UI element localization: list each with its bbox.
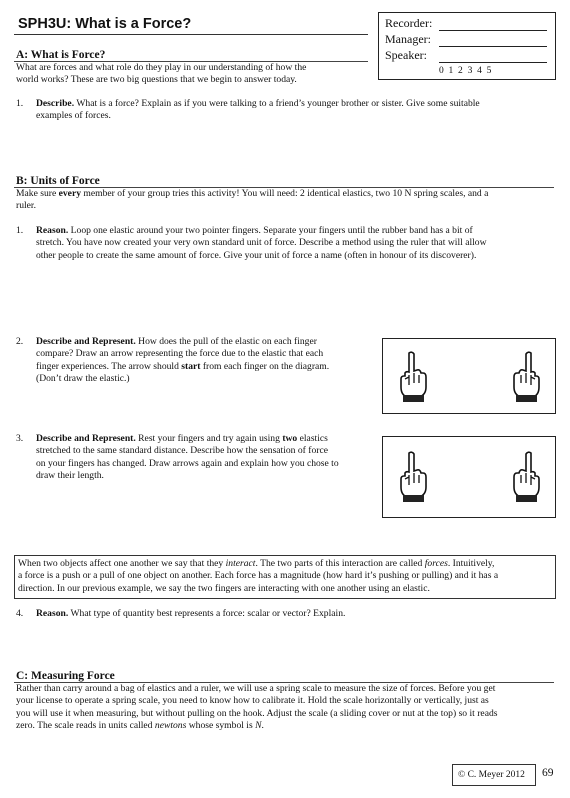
section-a-heading: A: What is Force? (16, 49, 106, 61)
info-text: When two objects affect one another we say that they (18, 558, 226, 569)
section-c-text (16, 683, 546, 733)
info-term: forces (424, 558, 448, 569)
question-text: on your fingers has changed. Draw arrows again and explain how you chose to (36, 457, 339, 469)
section-c-heading: C: Measuring Force (16, 670, 115, 682)
question-text: How does the pull of the elastic on each finger (138, 336, 317, 347)
question-text: What is a force? Explain as if you were talking to a friend’s younger brother or sister. Give some suitable (76, 98, 480, 109)
question-text: examples of forces. (36, 110, 111, 122)
copyright-text: © C. Meyer 2012 (458, 770, 525, 780)
info-text: a force is a push or a pull of one object on another. Each force has a magnitude (how hard it’s pushing or pulling) and it has a (18, 570, 499, 582)
title-underline (14, 34, 368, 35)
finger-diagram-2[interactable] (382, 436, 556, 518)
info-box (14, 555, 556, 599)
pointing-hand-icon (511, 451, 543, 503)
role-manager-label: Manager: (385, 32, 431, 46)
info-text: direction. In our previous example, we say the two fingers are interacting with one another using an elastic. (18, 582, 430, 594)
question-label: Describe and Represent. (36, 433, 136, 444)
info-text: . The two parts of this interaction are called (255, 558, 425, 569)
page-title: SPH3U: What is a Force? (18, 16, 192, 32)
section-a-intro-line: What are forces and what role do they play in our understanding of how the (16, 62, 307, 73)
question-number: 3. (16, 433, 24, 444)
finger-diagram-1[interactable] (382, 338, 556, 414)
section-c-line: you will use it when measuring, but without pulling on the hook. Adjust the scale (a sliding cover or nut at the top) so it reads (16, 707, 498, 719)
question-label: Describe. (36, 98, 75, 109)
pointing-hand-icon (397, 351, 429, 403)
role-speaker-label: Speaker: (385, 48, 427, 62)
question-text: elastics (297, 433, 328, 444)
unit-term: newtons (154, 720, 187, 732)
question-text: other people to create the same amount of force. Give your unit of force a name (often in honour of its discoverer). (36, 249, 477, 261)
role-manager-field[interactable] (439, 46, 547, 47)
intro-text: ruler. (16, 200, 36, 212)
question-text: stretched to the same standard distance. Describe how the sensation of force (36, 445, 328, 457)
question-number: 4. (16, 608, 24, 619)
question-text: finger experiences. The arrow should (36, 360, 182, 372)
question-text: Loop one elastic around your two pointer fingers. Separate your fingers until the rubber band has a bit of (70, 225, 473, 236)
question-text: compare? Draw an arrow representing the force due to the elastic that each (36, 348, 324, 360)
section-c-line: your license to operate a spring scale, you need to know how to calibrate it. Hold the scale horizontally or vertically, just as (16, 695, 489, 707)
intro-text: Make sure (16, 188, 59, 199)
question-text: What type of quantity best represents a force: scalar or vector? Explain. (70, 608, 346, 619)
section-a-intro (16, 62, 546, 87)
pointing-hand-icon (511, 351, 543, 403)
question-number: 1. (16, 225, 24, 236)
section-c-line: Rather than carry around a bag of elastics and a ruler, we will use a spring scale to measure the size of forces. Before you get (16, 683, 496, 694)
question-emphasis: two (282, 433, 298, 444)
question-number: 1. (16, 98, 24, 109)
question-text: Rest your fingers and try again using (138, 433, 283, 444)
title-box (14, 12, 368, 36)
page-number: 69 (542, 767, 554, 779)
question-number: 2. (16, 336, 24, 347)
role-recorder-field[interactable] (439, 30, 547, 31)
section-b-intro (16, 188, 546, 213)
unit-symbol: N (255, 720, 262, 732)
section-a-intro-line: world works? These are two big questions that we begin to answer today. (16, 74, 297, 86)
question-label: Reason. (36, 225, 69, 236)
intro-text: member of your group tries this activity! You will need: 2 identical elastics, two 10 N spring scales, and a (81, 188, 489, 199)
rating-scale: 0 1 2 3 4 5 (439, 66, 493, 76)
pointing-hand-icon (397, 451, 429, 503)
question-text: (Don’t draw the elastic.) (36, 373, 130, 385)
role-recorder-label: Recorder: (385, 16, 433, 30)
question-text: stretch. You have now created your very own standard unit of force. Describe a method using the ruler that will allow (36, 237, 487, 249)
section-c-line: zero. The scale reads in units called (16, 720, 155, 732)
question-text: from each finger on the diagram. (200, 360, 330, 372)
info-term: interact (225, 558, 256, 569)
section-c-line: whose symbol is (186, 720, 256, 732)
section-b-heading: B: Units of Force (16, 175, 100, 187)
intro-emphasis: every (58, 188, 81, 199)
question-label: Describe and Represent. (36, 336, 136, 347)
info-text: . Intuitively, (447, 558, 495, 569)
section-c-line: . (261, 720, 264, 732)
question-emphasis: start (181, 360, 201, 372)
question-text: draw their length. (36, 470, 104, 482)
question-label: Reason. (36, 608, 69, 619)
copyright-box (452, 764, 536, 786)
